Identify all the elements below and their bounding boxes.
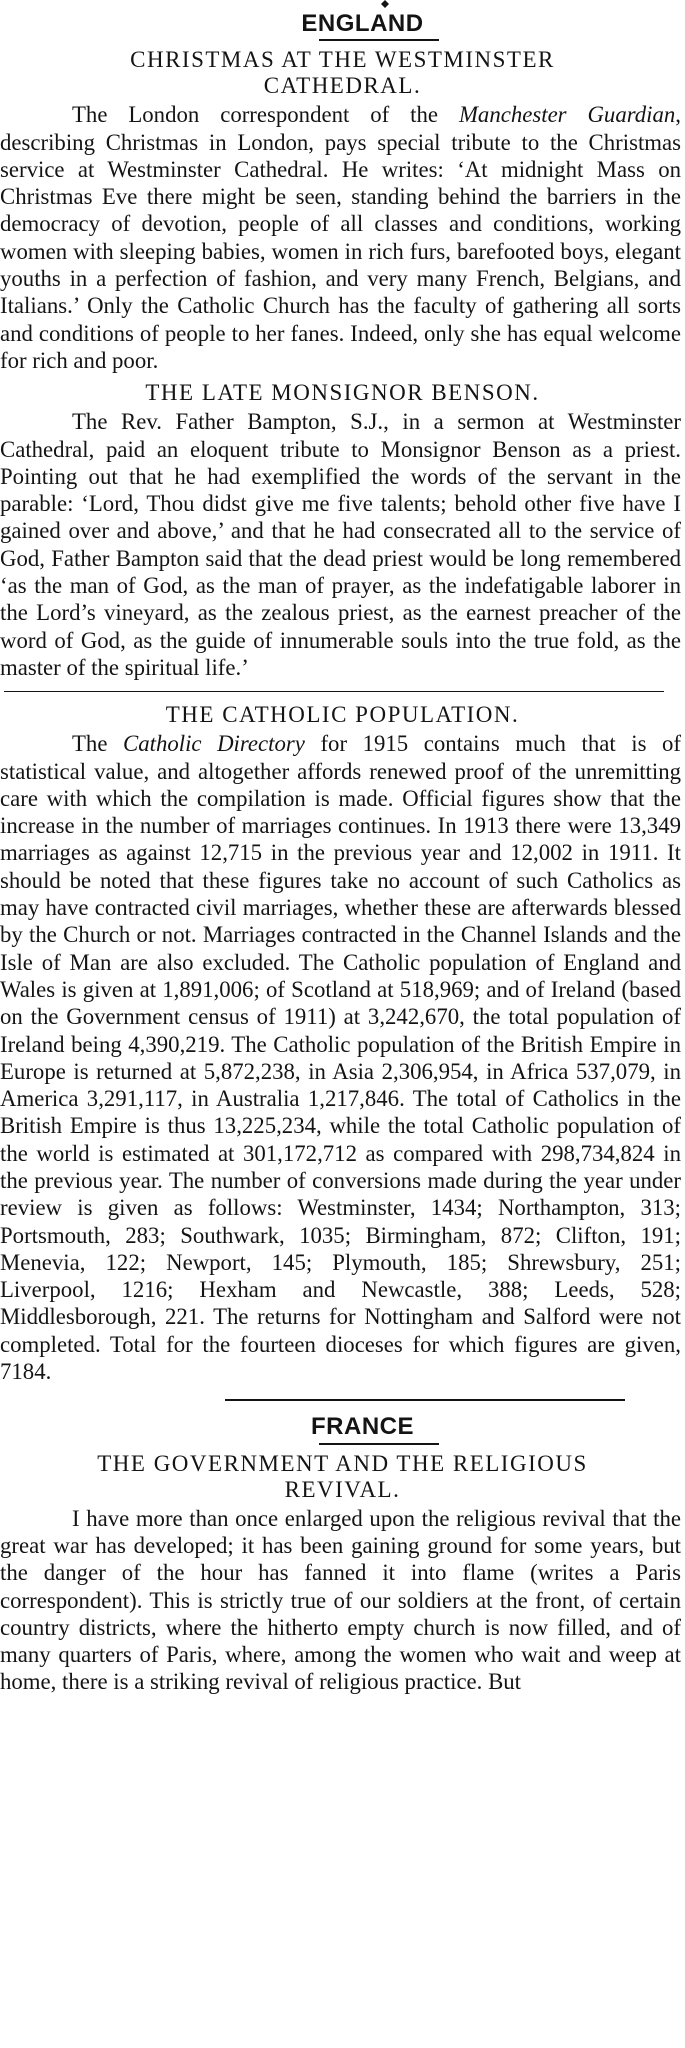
article-body: The Rev. Father Bampton, S.J., in a sermon at Westminster Cathedral, paid an eloquent tribute to Monsignor Benson as a priest. Pointing out that he had exemplified the words of the servant in the parable: ‘Lord, Thou didst give me five talents; behold other five have I gained over and above,’ and that he had consecrated all to the service of God, Father Bampton said that the dead priest would be long remembered ‘as the man of God, as the man of prayer, as the indefatigable laborer in the Lord’s vineyard, as the zealous priest, as the earnest preacher of the word of God, as the guide of innumerable souls into the true fold, as the master of the spiritual life.’	[0, 409, 681, 680]
body-text-pre: The London correspondent of the	[72, 102, 459, 128]
article-monsignor-benson	[0, 380, 685, 681]
body-text-pre: The	[72, 731, 124, 757]
publication-title: Manchester Guardian	[458, 102, 676, 128]
publication-title: Catholic Directory	[123, 731, 305, 757]
article-heading	[0, 47, 685, 99]
article-body	[0, 101, 685, 374]
article-government-religious-revival	[0, 1451, 685, 1696]
article-heading	[0, 1451, 685, 1503]
body-text-post: , describing Christmas in London, pays special tribute to the Christmas service at Westminster Cathedral. He writes: ‘At midnight Mass on Christmas Eve there might be seen, standing behind the barriers in the democracy of devotion, people of all classes and conditions, working women with sleeping babies, women in rich furs, barefooted boys, elegant youths in a perfection of fashion, and very many French, Belgians, and Italians.’ Only the Catholic Church has the faculty of gathering all sorts and conditions of people to her fanes. Indeed, only she has equal welcome for rich and poor.	[0, 102, 681, 373]
article-body	[0, 730, 685, 1385]
heading-line-1: THE GOVERNMENT AND THE RELIGIOUS	[97, 1450, 588, 1476]
article-christmas-westminster	[0, 47, 685, 374]
region-heading-england: ENGLAND	[301, 10, 424, 37]
article-body: I have more than once enlarged upon the religious revival that the great war has developed; it has been gaining ground for some years, but the danger of the hour has fanned it into flame (writes a Paris correspondent). This is strictly true of our soldiers at the front, of certain country districts, where the hitherto empty church is now filled, and of many quarters of Paris, where, among the women who wait and weep at home, there is a striking revival of religious practice. But	[0, 1505, 681, 1695]
region-underline	[319, 1443, 439, 1445]
section-france	[0, 1413, 685, 1695]
diamond-ornament-icon	[381, 0, 389, 8]
heading-line-2: CATHEDRAL.	[263, 73, 422, 99]
region-heading-france: FRANCE	[311, 1413, 414, 1441]
heading-line-1: CHRISTMAS AT THE WESTMINSTER	[130, 47, 555, 73]
section-divider	[225, 1399, 625, 1401]
heading-line-2: REVIVAL.	[284, 1476, 401, 1502]
article-heading: THE LATE MONSIGNOR BENSON.	[145, 380, 540, 406]
section-england	[0, 10, 685, 1385]
section-divider	[4, 691, 664, 692]
body-text-post: for 1915 contains much that is of statistical value, and altogether affords renewed proof of the unremitting care with which the compilation is made. Official figures show that the increase in the number of marriages continues. In 1913 there were 13,349 marriages as against 12,715 in the previous year and 12,002 in 1911. It should be noted that these figures take no account of such Catholics as may have contracted civil marriages, whether these are afterwards blessed by the Church or not. Marriages contracted in the Channel Islands and the Isle of Man are also excluded. The Catholic population of England and Wales is given at 1,891,006; of Scotland at 518,969; and of Ireland (based on the Government census of 1911) at 3,242,670, the total population of Ireland being 4,390,219. The Catholic population of the British Empire in Europe is returned at 5,872,238, in Asia 2,306,954, in Africa 537,079, in America 3,291,117, in Australia 1,217,846. The total of Catholics in the British Empire is thus 13,225,234, while the total Catholic population of the world is estimated at 301,172,712 as compared with 298,734,824 in the previous year. The number of conversions made during the year under review is given as follows: Westminster, 1434; Northampton, 313; Portsmouth, 283; Southwark, 1035; Birmingham, 872; Clifton, 191; Menevia, 122; Newport, 145; Plymouth, 185; Shrewsbury, 251; Liverpool, 1216; Hexham and Newcastle, 388; Leeds, 528; Middlesborough, 221. The returns for Nottingham and Salford were not completed. Total for the fourteen dioceses for which figures are given, 7184.	[0, 731, 681, 1385]
article-catholic-population	[0, 702, 685, 1385]
region-underline	[319, 39, 439, 41]
article-heading: THE CATHOLIC POPULATION.	[165, 702, 520, 728]
